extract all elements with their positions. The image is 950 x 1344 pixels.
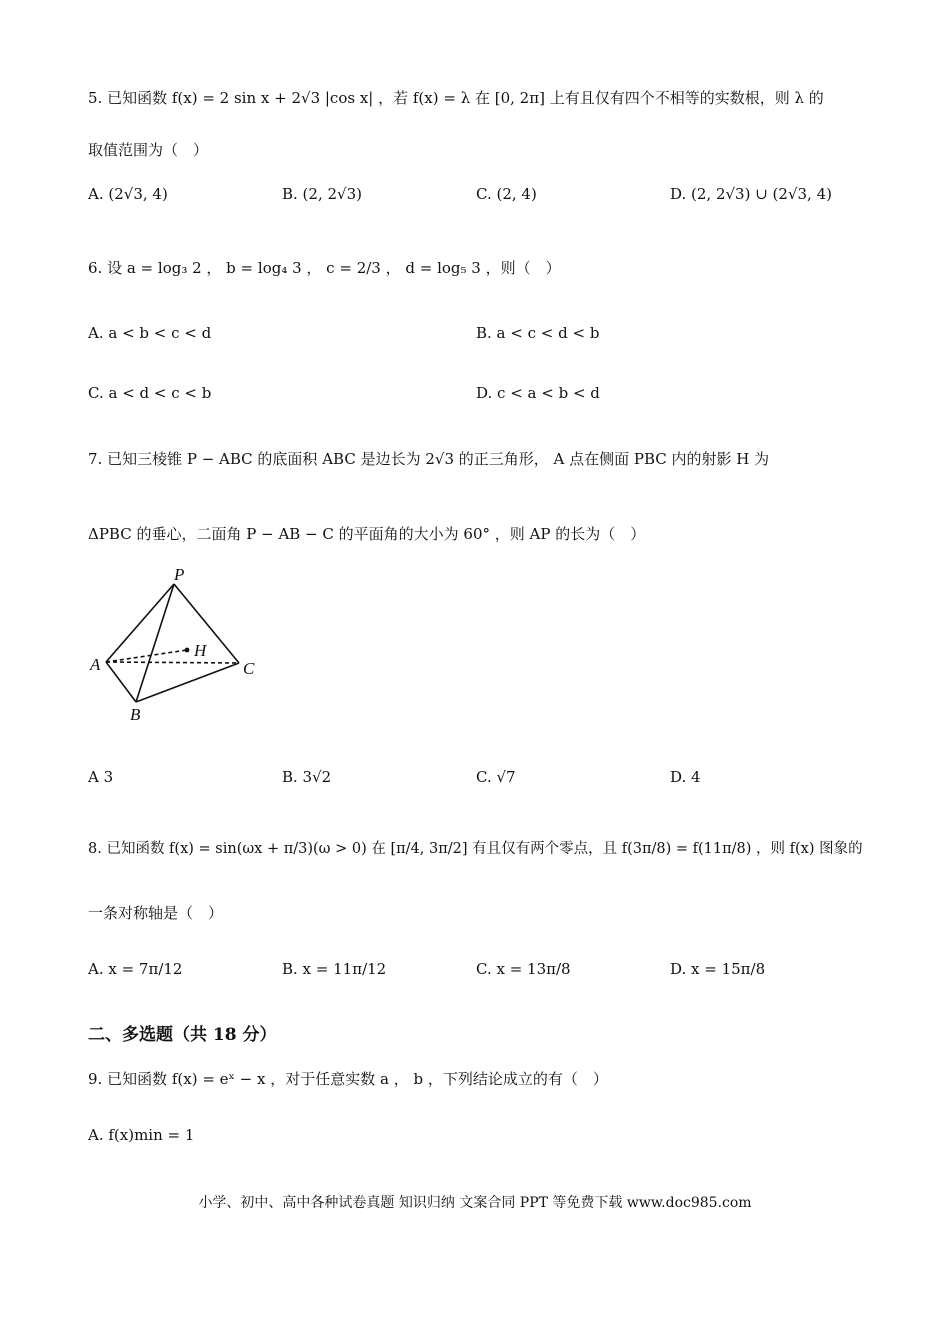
edge-pb [136, 584, 174, 702]
q6-option-c: C. a < d < c < b [88, 384, 212, 402]
q9-option-a: A. f(x)min = 1 [88, 1126, 195, 1144]
pyramid-figure [84, 562, 274, 722]
q7-stem-line1: 7. 已知三棱锥 P − ABC 的底面积 ABC 是边长为 2√3 的正三角形， A 点在侧面 PBC 内的射影 H 为 [88, 450, 770, 468]
q7-option-c: C. √7 [476, 768, 516, 786]
q8-option-b: B. x = 11π/12 [282, 960, 387, 978]
label-h: H [194, 641, 207, 660]
point-h [185, 648, 190, 653]
edge-ac-hidden [106, 662, 239, 663]
q5-option-a: A. (2√3, 4) [88, 185, 168, 203]
q6-option-a: A. a < b < c < d [88, 324, 212, 342]
q5-stem-line2: 取值范围为（ ） [88, 141, 209, 159]
q7-option-a: A 3 [88, 768, 114, 786]
label-p: P [174, 565, 185, 584]
label-b: B [130, 705, 141, 722]
label-c: C [243, 659, 255, 678]
segment-ah-hidden [106, 650, 187, 662]
edge-bc [136, 663, 239, 702]
q7-option-b: B. 3√2 [282, 768, 332, 786]
q8-stem-line1: 8. 已知函数 f(x) = sin(ωx + π/3)(ω > 0) 在 [π/4, 3π/2] 有且仅有两个零点，且 f(3π/8) = f(11π/8) ，则 f(x) 图象的 [88, 841, 863, 857]
q5-stem-line1: 5. 已知函数 f(x) = 2 sin x + 2√3 |cos x| ，若 f(x) = λ 在 [0, 2π] 上有且仅有四个不相等的实数根，则 λ 的 [88, 89, 824, 107]
q5-option-d: D. (2, 2√3) ∪ (2√3, 4) [670, 185, 832, 203]
q8-option-a: A. x = 7π/12 [88, 960, 183, 978]
q7-option-d: D. 4 [670, 768, 701, 786]
q9-stem-line1: 9. 已知函数 f(x) = eˣ − x ，对于任意实数 a ， b ，下列结论成立的有（ ） [88, 1070, 608, 1088]
q6-stem-line1: 6. 设 a = log₃ 2 ， b = log₄ 3 ， c = 2/3 ， d = log₅ 3 ，则（ ） [88, 259, 561, 277]
q8-option-c: C. x = 13π/8 [476, 960, 571, 978]
edge-pa [106, 584, 174, 662]
q7-stem-line2: ΔPBC 的垂心，二面角 P − AB − C 的平面角的大小为 60° ，则 AP 的长为（ ） [88, 525, 646, 543]
page-footer: 小学、初中、高中各种试卷真题 知识归纳 文案合同 PPT 等免费下载 www.doc985.com [198, 1195, 752, 1211]
q5-option-c: C. (2, 4) [476, 185, 537, 203]
section-heading-multiple-choice: 二、多选题（共 18 分） [88, 1025, 277, 1045]
q6-option-d: D. c < a < b < d [476, 384, 600, 402]
q5-option-b: B. (2, 2√3) [282, 185, 362, 203]
q8-option-d: D. x = 15π/8 [670, 960, 766, 978]
label-a: A [90, 655, 101, 674]
edge-ab [106, 662, 136, 702]
q8-stem-line2: 一条对称轴是（ ） [88, 904, 224, 922]
q6-option-b: B. a < c < d < b [476, 324, 600, 342]
